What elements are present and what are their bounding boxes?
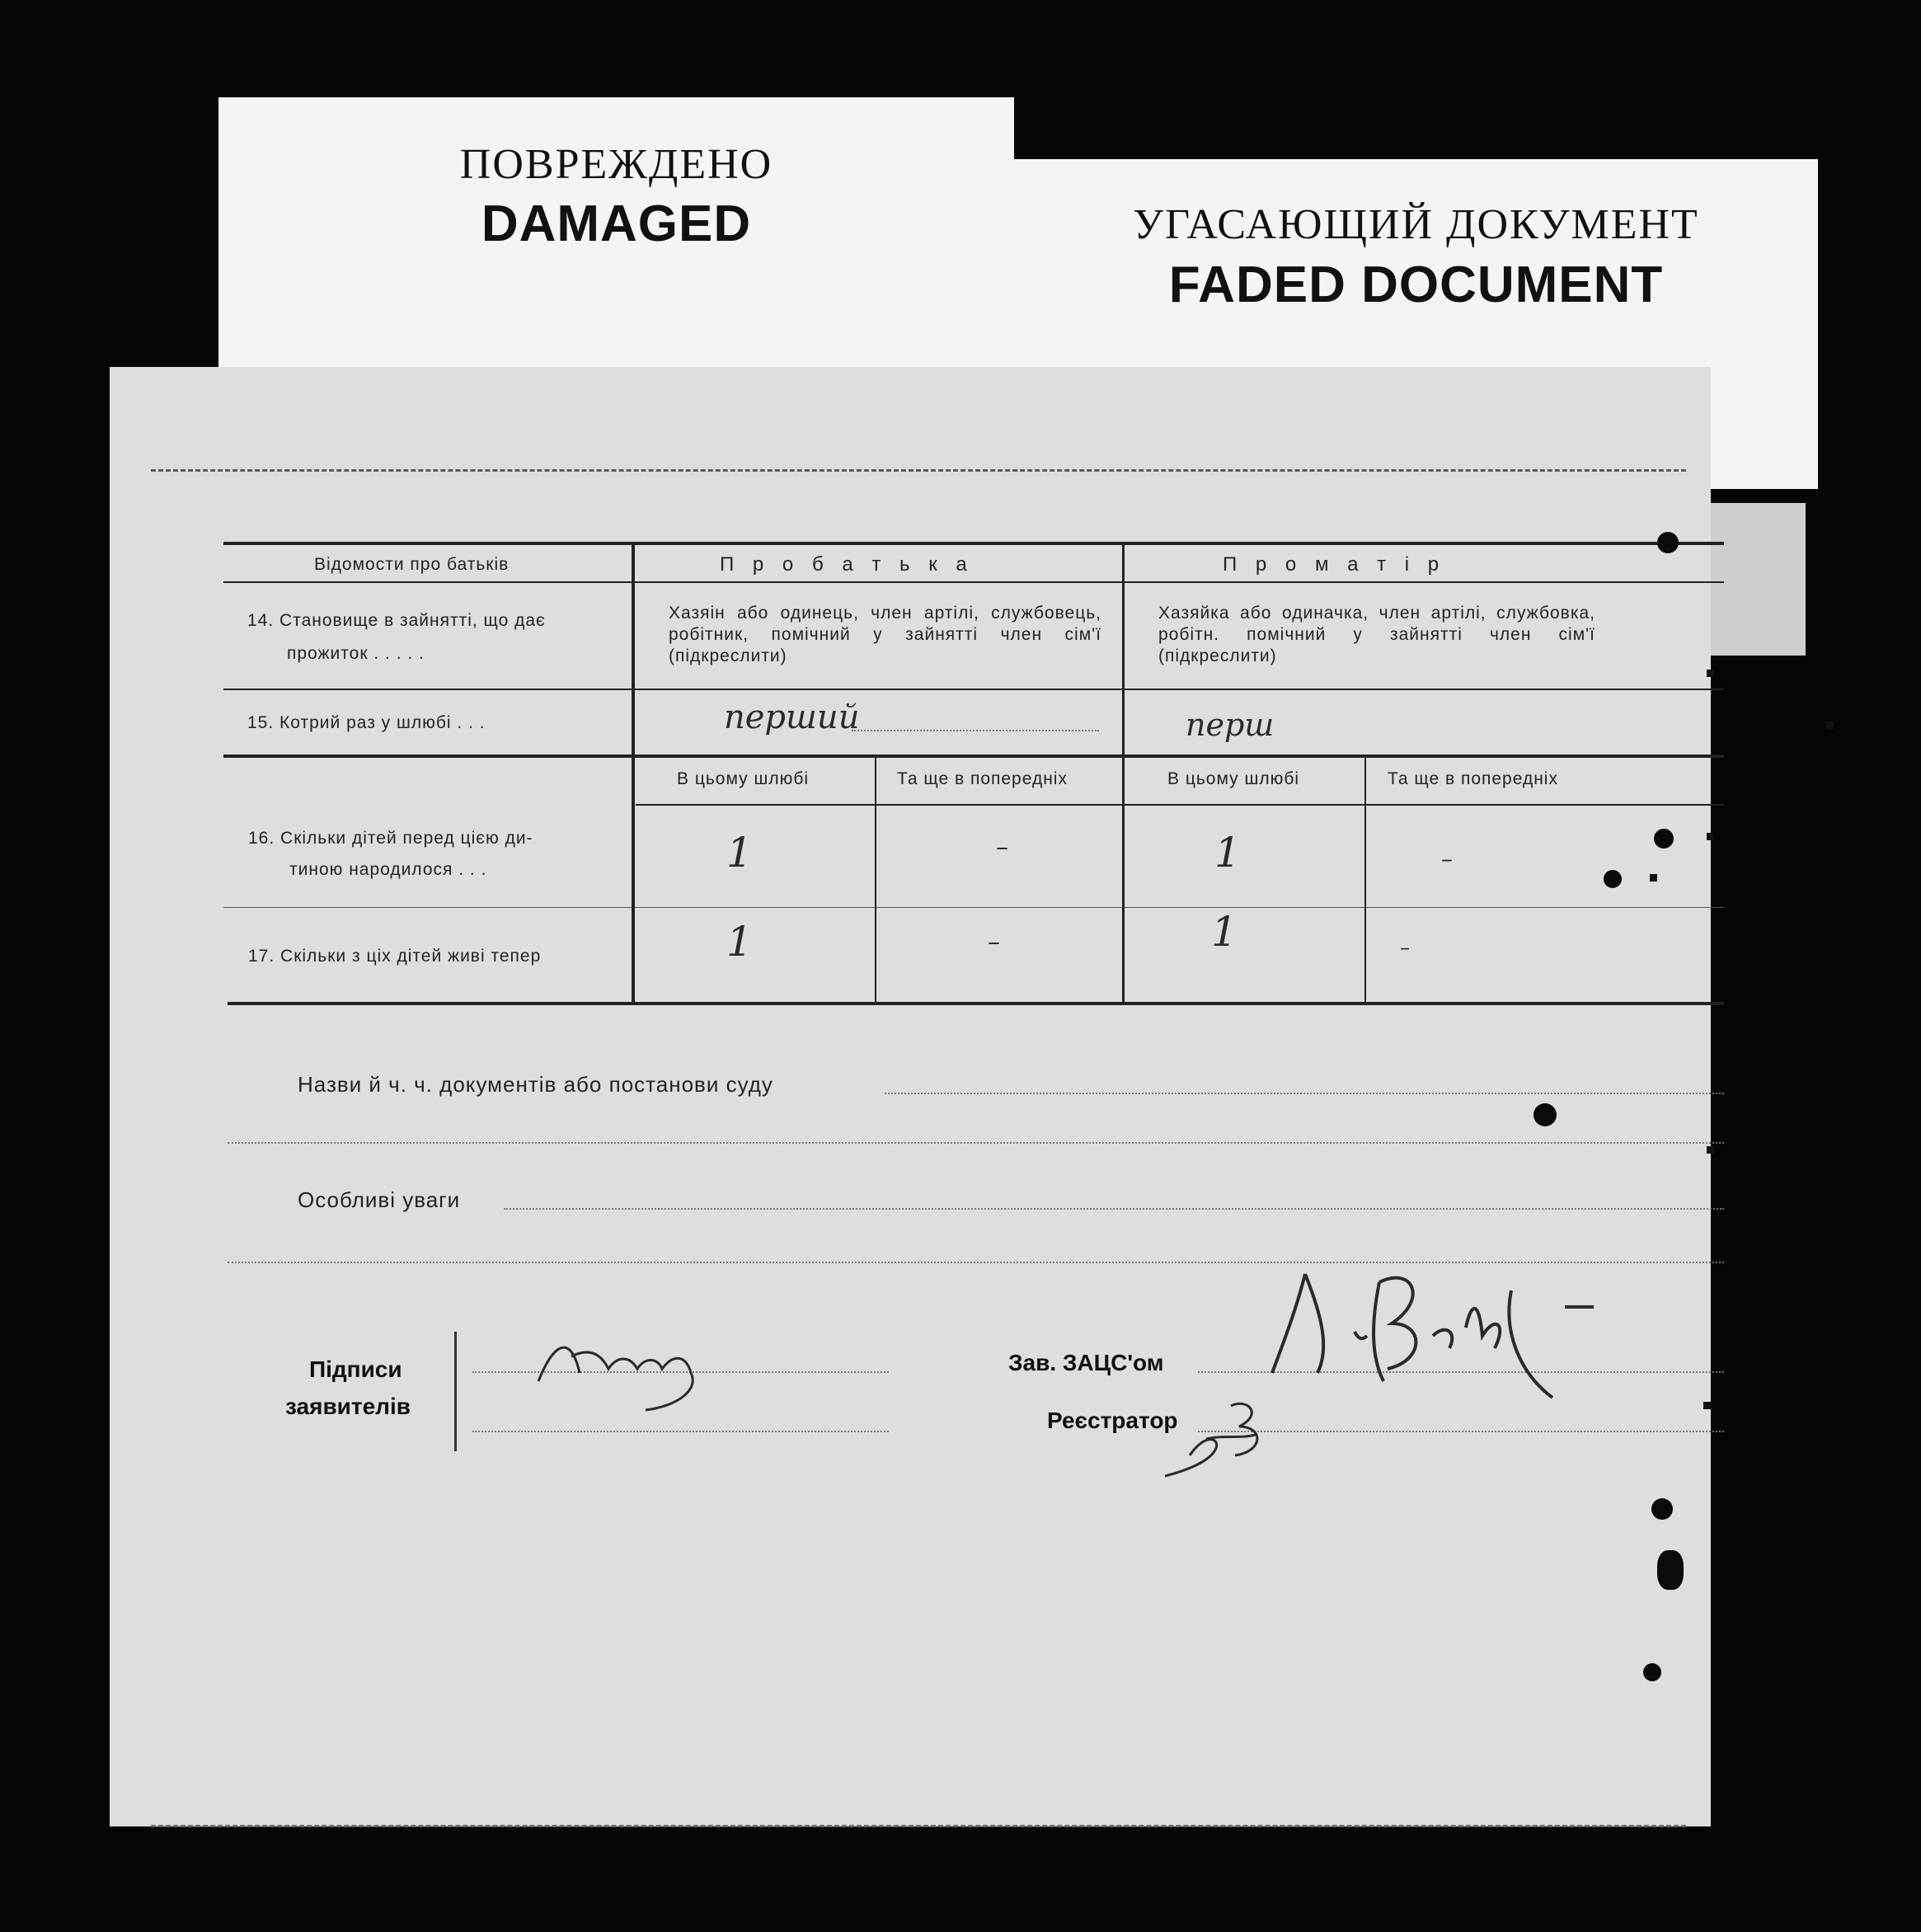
row15-mother-handwritten: перш [1186,707,1275,743]
row16-rule [223,907,1724,908]
col-divider-2 [1122,544,1125,1004]
row14-rule [223,689,1724,690]
row14-label: 14. Становище в зайнятті, що дає [247,611,546,630]
row16-mother-this-value: 1 [1214,829,1241,877]
applicants-signatures-label-2: заявителів [285,1394,411,1419]
table-bottom-rule [228,1002,1724,1005]
punch-hole [1604,870,1622,888]
documents-line-1 [885,1093,1724,1094]
row17-mother-this-value: 1 [1211,908,1238,956]
faded-label-ru: УГАСАЮЩИЙ ДОКУМЕНТ [1133,201,1699,248]
damaged-label-ru: ПОВРЕЖДЕНО [459,141,773,188]
signature-brace [454,1332,457,1451]
col-divider-1 [632,544,635,1004]
applicants-signatures-label-1: Підписи [309,1356,402,1382]
perforation-top [151,469,1686,472]
documents-line-2 [228,1142,1724,1144]
row15-label: 15. Котрий раз у шлюбі . . . [247,713,486,732]
punch-hole [1654,829,1674,848]
edge-mark [1826,722,1834,729]
perforation-bottom [151,1825,1686,1827]
subheader-mother-previous: Та ще в попередніх [1388,769,1558,788]
subheader-mother-this-marriage: В цьому шлюбі [1167,769,1300,788]
edge-mark [1650,874,1657,881]
applicant-signature [522,1323,728,1414]
row16-mother-prev-value: – [1441,845,1453,872]
row14-father-options: Хазяін або одинець, член артілі, службовець, робітник, помічний у зайнятті член сім'ї (підкреслити) [669,604,1101,665]
faded-label-en: FADED DOCUMENT [1168,256,1664,313]
edge-mark [1707,1146,1714,1154]
head-zags-label: Зав. ЗАЦС'ом [1008,1350,1164,1375]
registrar-signature [1157,1389,1289,1480]
row15-rule [223,754,1724,758]
subheader-rule [636,804,1724,806]
back-sheet-edge [1711,503,1806,656]
table-top-rule [223,542,1724,545]
col-divider-3 [875,756,876,1004]
header-parents-info: Відомости про батьків [314,555,510,574]
row16-father-this-value: 1 [726,829,753,877]
remarks-label: Особливі уваги [298,1187,461,1212]
punch-hole [1657,1550,1684,1590]
remarks-line-1 [504,1208,1724,1210]
header-rule [223,581,1724,583]
form-sheet [110,367,1711,1826]
row16-label: 16. Скільки дітей перед цією ди- [248,829,533,848]
header-about-father: П р о б а т ь к а [720,553,974,576]
damaged-label-en: DAMAGED [481,195,752,252]
col-divider-4 [1364,756,1366,1004]
head-signature [1247,1257,1643,1422]
row15-father-dots [852,730,1099,731]
applicant-sign-line-2 [472,1431,889,1432]
row15-father-handwritten: перший [724,698,860,736]
punch-hole [1657,532,1679,553]
row17-father-prev-value: – [988,928,1000,957]
row17-father-this-value: 1 [726,918,753,966]
row17-mother-prev-value: – [1400,936,1410,959]
punch-hole [1643,1663,1661,1681]
row17-label: 17. Скільки з ціх дітей живі тепер [248,947,542,966]
registrar-label: Реєстратор [1047,1408,1178,1433]
subheader-father-this-marriage: В цьому шлюбі [677,769,810,788]
row14-mother-options: Хазяйка або одиначка, член артілі, службовка, робітн. помічний у зайнятті член сім'ї (підкреслити) [1158,604,1595,665]
damaged-label-card [218,97,1014,378]
row14-label-cont: прожиток . . . . . [287,644,425,663]
row16-father-prev-value: – [996,833,1008,862]
header-about-mother: П р о м а т і р [1223,553,1446,576]
row16-label-cont: тиною народилося . . . [289,860,487,879]
edge-mark [1707,670,1714,677]
subheader-father-previous: Та ще в попередніх [897,769,1068,788]
punch-hole [1534,1103,1557,1126]
edge-mark [1707,833,1714,840]
documents-label: Назви й ч. ч. документів або постанови суду [298,1072,773,1097]
edge-mark [1703,1402,1711,1409]
punch-hole [1651,1498,1673,1520]
